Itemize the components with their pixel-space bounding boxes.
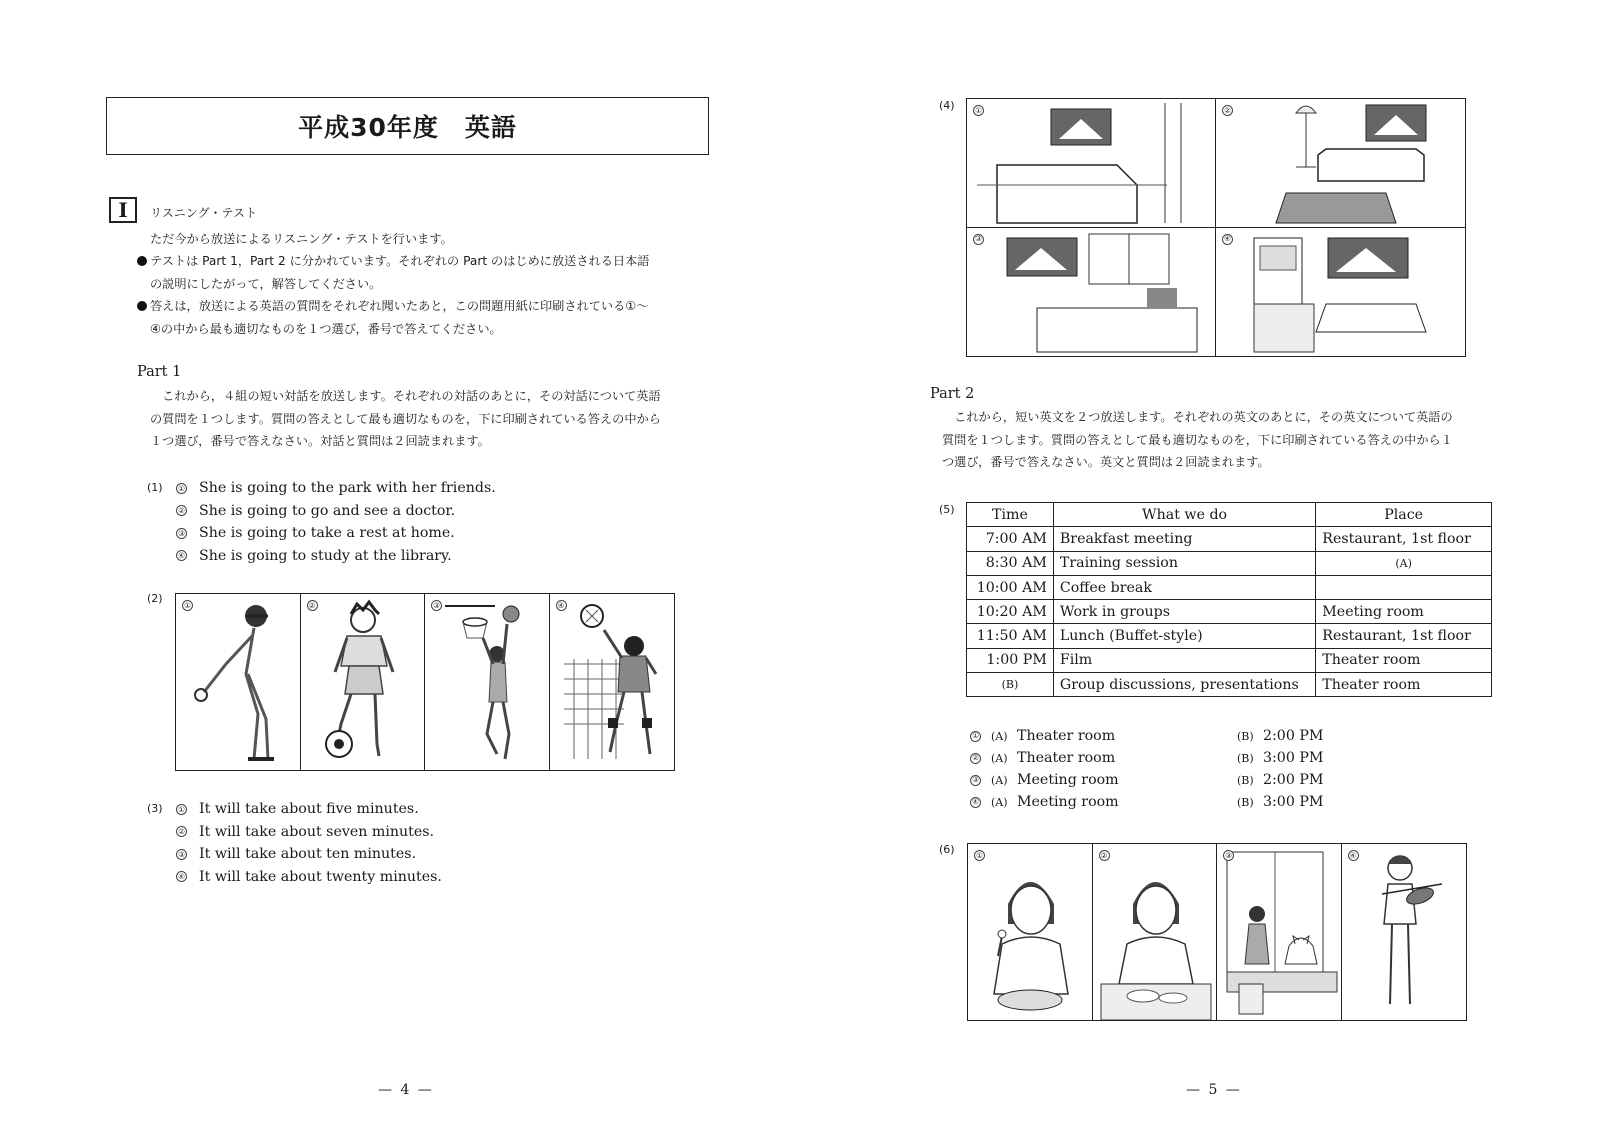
marker-3: ③: [176, 528, 187, 539]
col-header-time: Time: [967, 503, 1054, 527]
table-row: [967, 527, 1492, 551]
q3-option[interactable]: [176, 843, 442, 866]
girl-playing-violin-illustration: [1342, 844, 1466, 1020]
q2-picture-4[interactable]: [550, 594, 675, 770]
q1-option[interactable]: [176, 477, 496, 500]
cell-time: 8:30 AM: [967, 551, 1054, 575]
section-number-box: [109, 197, 137, 223]
cell-time: 10:20 AM: [967, 600, 1054, 624]
q6-picture-grid: [967, 843, 1467, 1021]
q5-answer-option[interactable]: [970, 791, 1350, 813]
bullet-1: [150, 250, 649, 295]
cell-what: Training session: [1053, 551, 1315, 575]
marker-1: ①: [970, 731, 981, 742]
cell-place: Theater room: [1316, 648, 1492, 672]
q2-picture-grid: [175, 593, 675, 771]
part2-instructions: [942, 406, 1453, 474]
tag-b: (B): [1237, 751, 1254, 765]
q1-option-text: She is going to take a rest at home.: [199, 525, 455, 542]
cell-place-blank-a: (A): [1316, 551, 1492, 575]
q3-option[interactable]: [176, 798, 442, 821]
marker-1: ①: [182, 600, 193, 611]
q1-option[interactable]: [176, 545, 496, 568]
marker-2: ②: [307, 600, 318, 611]
tag-a: (A): [991, 751, 1008, 765]
q1-option[interactable]: [176, 500, 496, 523]
tag-b: (B): [1237, 729, 1254, 743]
cell-what: Breakfast meeting: [1053, 527, 1315, 551]
cell-place: [1316, 575, 1492, 599]
q2-picture-2[interactable]: [301, 594, 426, 770]
section-number: I: [118, 198, 128, 222]
q3-option[interactable]: [176, 821, 442, 844]
cell-time: 1:00 PM: [967, 648, 1054, 672]
q3-option-text: It will take about five minutes.: [199, 801, 419, 818]
marker-3: ③: [431, 600, 442, 611]
bullet-1-line-1: テストは Part 1，Part 2 に分かれています。それぞれの Part のはじめに放送される日本語: [150, 254, 650, 268]
cell-place: Meeting room: [1316, 600, 1492, 624]
marker-1: ①: [973, 105, 984, 116]
answer-b: 2:00 PM: [1263, 728, 1324, 744]
q3-option-text: It will take about twenty minutes.: [199, 868, 442, 885]
q6-picture-3[interactable]: [1217, 844, 1342, 1020]
col-header-place: Place: [1316, 503, 1492, 527]
part2-instr-line-1: これから，短い英文を２つ放送します。それぞれの英文のあとに，その英文について英語の: [942, 410, 1453, 424]
marker-3: ③: [176, 849, 187, 860]
table-header-row: [967, 503, 1492, 527]
answer-b: 3:00 PM: [1263, 794, 1324, 810]
q4-picture-4[interactable]: [1216, 228, 1465, 357]
cell-what: Coffee break: [1053, 575, 1315, 599]
q5-answer-option[interactable]: [970, 725, 1350, 747]
q4-picture-2[interactable]: [1216, 99, 1465, 228]
marker-4: ④: [176, 871, 187, 882]
answer-b: 3:00 PM: [1263, 750, 1324, 766]
section-label: リスニング・テスト: [150, 206, 258, 220]
part2-instr-line-3: つ選び，番号で答えなさい。英文と質問は２回読まれます。: [942, 455, 1270, 469]
answer-a: Meeting room: [1017, 772, 1119, 788]
bullet-2: [150, 295, 648, 340]
q1-option-text: She is going to study at the library.: [199, 547, 452, 564]
bullet-2-line-2: ④の中から最も適切なものを１つ選び，番号で答えてください。: [150, 321, 502, 336]
q6-picture-1[interactable]: [968, 844, 1093, 1020]
q2-picture-1[interactable]: [176, 594, 301, 770]
marker-4: ④: [556, 600, 567, 611]
cell-what: Group discussions, presentations: [1053, 673, 1315, 697]
table-row: [967, 624, 1492, 648]
q2-number: (2): [147, 592, 163, 605]
q4-picture-3[interactable]: [967, 228, 1216, 357]
marker-2: ②: [176, 826, 187, 837]
q1-option[interactable]: [176, 522, 496, 545]
marker-4: ④: [1222, 234, 1233, 245]
basketball-player-illustration: [425, 594, 549, 770]
answer-a: Theater room: [1017, 750, 1116, 766]
page-number-left: — 4 —: [378, 1082, 434, 1098]
q6-number: (6): [939, 843, 955, 856]
marker-2: ②: [1099, 850, 1110, 861]
marker-3: ③: [973, 234, 984, 245]
cell-time: 10:00 AM: [967, 575, 1054, 599]
marker-4: ④: [970, 797, 981, 808]
section-intro: ただ今から放送によるリスニング・テストを行います。: [150, 232, 453, 246]
volleyball-player-illustration: [550, 594, 674, 770]
dining-room-illustration: [1216, 228, 1464, 356]
q1-number: (1): [147, 481, 163, 494]
soccer-boy-illustration: [301, 594, 425, 770]
marker-3: ③: [1223, 850, 1234, 861]
cell-time: 11:50 AM: [967, 624, 1054, 648]
table-row: [967, 551, 1492, 575]
study-room-illustration: [967, 228, 1215, 356]
part1-instr-line-2: の質問を１つします。質問の答えとして最も適切なものを，下に印刷されている答えの中から: [150, 411, 661, 426]
bullet-1-line-2: の説明にしたがって，解答してください。: [150, 276, 382, 291]
q6-picture-4[interactable]: [1342, 844, 1467, 1020]
q1-option-text: She is going to the park with her friends.: [199, 480, 496, 497]
q3-option-text: It will take about seven minutes.: [199, 823, 435, 840]
tag-b: (B): [1237, 795, 1254, 809]
bullet-icon: [137, 301, 147, 311]
q3-option-text: It will take about ten minutes.: [199, 846, 417, 863]
cell-time-blank-b: (B): [967, 673, 1054, 697]
q2-picture-3[interactable]: [425, 594, 550, 770]
marker-2: ②: [970, 753, 981, 764]
schedule-table: [966, 502, 1492, 697]
q6-picture-2[interactable]: [1093, 844, 1218, 1020]
girl-eating-illustration: [968, 844, 1092, 1020]
girl-with-cat-illustration: [1217, 844, 1341, 1020]
tag-a: (A): [991, 795, 1008, 809]
cell-what: Film: [1053, 648, 1315, 672]
living-room-illustration: [1216, 99, 1464, 227]
q1-options: [176, 477, 496, 567]
col-header-what: What we do: [1053, 503, 1315, 527]
part1-instr-line-3: １つ選び，番号で答えなさい。対話と質問は２回読まれます。: [150, 434, 490, 448]
girl-washing-dishes-illustration: [1093, 844, 1217, 1020]
q5-answer-option[interactable]: [970, 769, 1350, 791]
tag-a: (A): [991, 773, 1008, 787]
table-row: [967, 600, 1492, 624]
part1-instructions: [150, 385, 661, 453]
bedroom-illustration: [967, 99, 1215, 227]
cell-place: Theater room: [1316, 673, 1492, 697]
marker-2: ②: [176, 505, 187, 516]
cell-what: Work in groups: [1053, 600, 1315, 624]
q4-picture-grid: [966, 98, 1466, 357]
q4-picture-1[interactable]: [967, 99, 1216, 228]
part1-instr-line-1: これから，４組の短い対話を放送します。それぞれの対話のあとに，その対話について英語: [150, 389, 661, 403]
part1-label: Part 1: [137, 364, 182, 380]
q4-number: (4): [939, 99, 955, 112]
tag-a: (A): [991, 729, 1008, 743]
tag-b: (B): [1237, 773, 1254, 787]
part2-label: Part 2: [930, 386, 975, 402]
marker-4: ④: [176, 550, 187, 561]
bullet-2-line-1: 答えは，放送による英語の質問をそれぞれ聞いたあと，この問題用紙に印刷されている①～: [150, 299, 649, 313]
cell-place: Restaurant, 1st floor: [1316, 527, 1492, 551]
cell-time: 7:00 AM: [967, 527, 1054, 551]
table-row: [967, 673, 1492, 697]
q5-number: (5): [939, 503, 955, 516]
q3-number: (3): [147, 802, 163, 815]
table-row: [967, 575, 1492, 599]
q5-answer-option[interactable]: [970, 747, 1350, 769]
page-number-right: — 5 —: [1186, 1082, 1242, 1098]
marker-2: ②: [1222, 105, 1233, 116]
q1-option-text: She is going to go and see a doctor.: [199, 502, 456, 519]
bullet-icon: [137, 256, 147, 266]
marker-1: ①: [176, 483, 187, 494]
cell-place: Restaurant, 1st floor: [1316, 624, 1492, 648]
marker-1: ①: [176, 804, 187, 815]
part2-instr-line-2: 質問を１つします。質問の答えとして最も適切なものを，下に印刷されている答えの中から１: [942, 432, 1453, 447]
q3-options: [176, 798, 442, 888]
marker-4: ④: [1348, 850, 1359, 861]
answer-a: Theater room: [1017, 728, 1116, 744]
marker-1: ①: [974, 850, 985, 861]
table-row: [967, 648, 1492, 672]
cell-what: Lunch (Buffet-style): [1053, 624, 1315, 648]
q3-option[interactable]: [176, 866, 442, 889]
baseball-batter-illustration: [176, 594, 300, 770]
q5-answer-options: [970, 725, 1350, 813]
answer-b: 2:00 PM: [1263, 772, 1324, 788]
page-title-box: [106, 97, 709, 155]
page-title: 平成30年度 英語: [298, 113, 517, 142]
answer-a: Meeting room: [1017, 794, 1119, 810]
marker-3: ③: [970, 775, 981, 786]
